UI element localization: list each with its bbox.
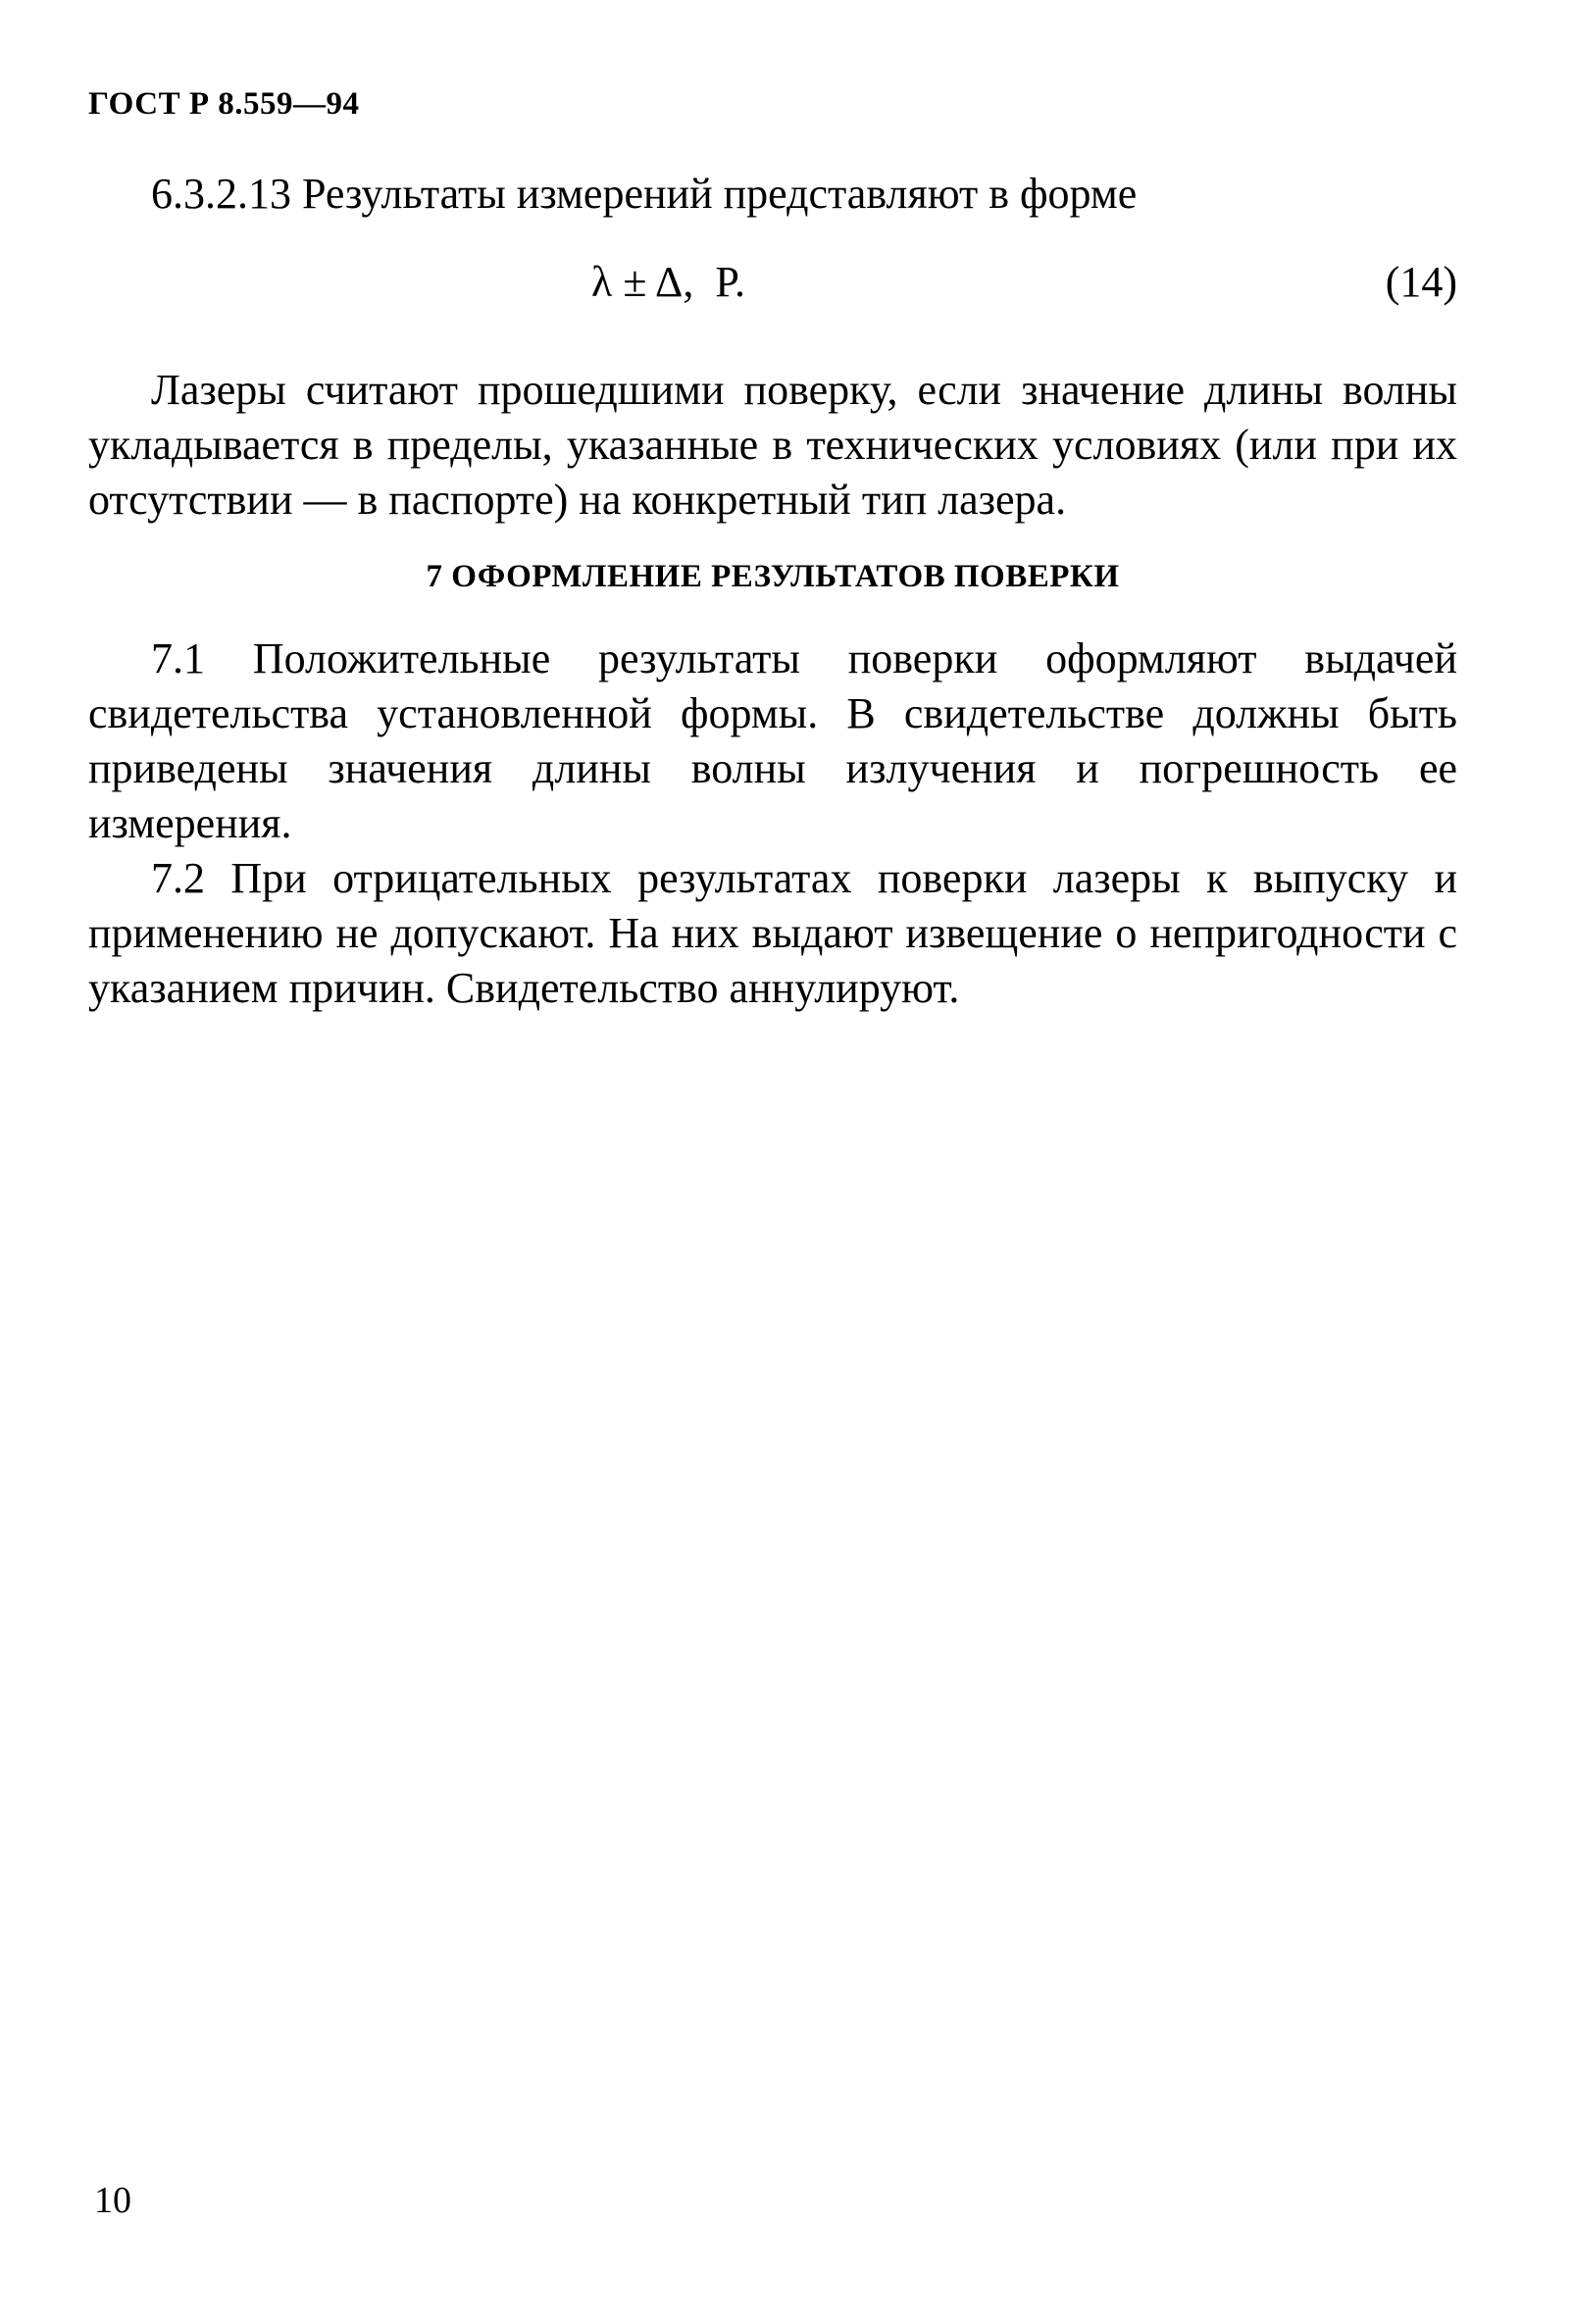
paragraph-verification-condition: Лазеры считают прошедшими поверку, если значение длины волны укладывается в пределы, указанные в технических условиях (или при их отсутствии — в паспорте) на конкретный тип лазера. bbox=[88, 366, 1457, 524]
formula-row bbox=[88, 255, 1457, 314]
paragraph-7-2: 7.2 При отрицательных результатах поверки лазеры к выпуску и применению не допускают. На них выдают извещение о непригодности с указанием причин. Свидетельство аннулируют. bbox=[88, 854, 1457, 1012]
paragraph-6-3-2-13-intro: 6.3.2.13 Результаты измерений представляют в форме bbox=[151, 170, 1138, 218]
section-7-title: 7 ОФОРМЛЕНИЕ РЕЗУЛЬТАТОВ ПОВЕРКИ bbox=[426, 559, 1120, 594]
paragraph-7-1: 7.1 Положительные результаты поверки оформляют выдачей свидетельства установленной формы. В свидетельстве должны быть приведены значения длины волны излучения и погрешность ее измерения. bbox=[88, 634, 1457, 847]
document-header-code: ГОСТ Р 8.559—94 bbox=[88, 86, 360, 122]
page-content bbox=[88, 167, 1457, 1016]
formula-number: (14) bbox=[1385, 258, 1457, 306]
page-number: 10 bbox=[94, 2180, 131, 2221]
formula-14: λ ± Δ, P. bbox=[591, 258, 745, 306]
